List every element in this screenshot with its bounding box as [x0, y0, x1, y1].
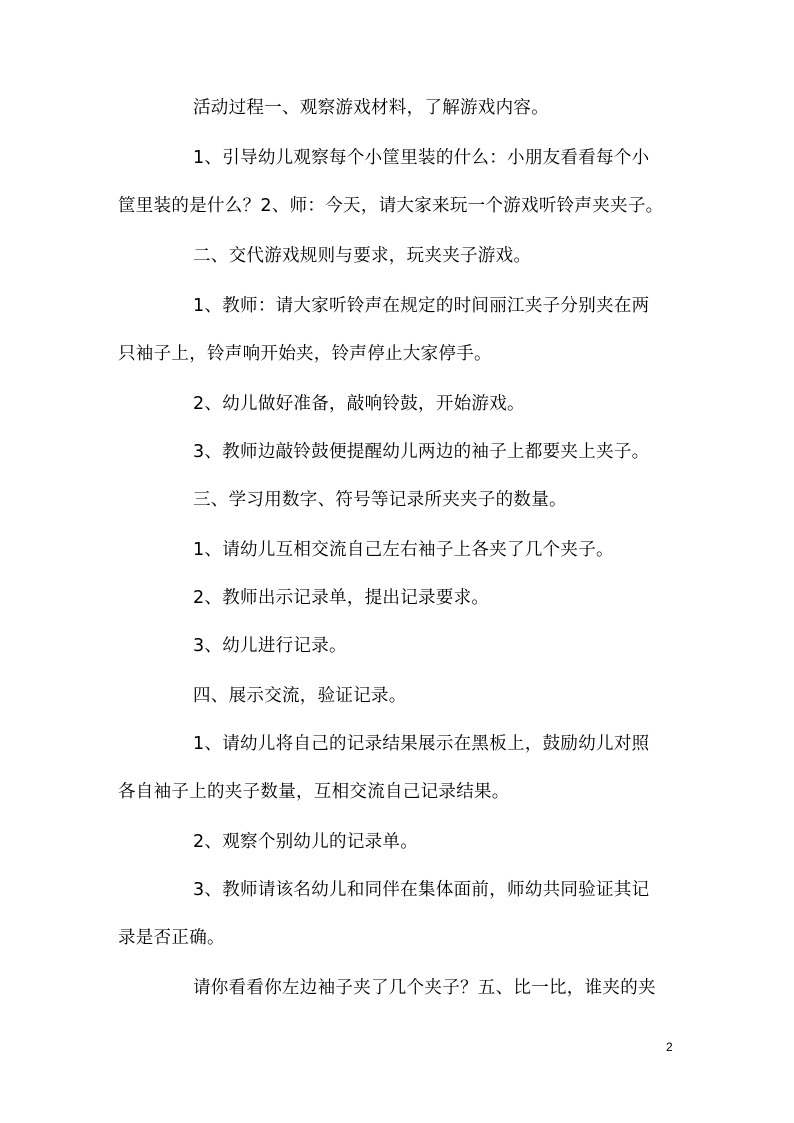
- body-text-line: 筐里装的是什么？2、师：今天，请大家来玩一个游戏听铃声夹夹子。: [118, 196, 664, 216]
- body-text-line: 请你看看你左边袖子夹了几个夹子？五、比一比，谁夹的夹: [193, 978, 656, 998]
- body-text-line: 1、教师：请大家听铃声在规定的时间丽江夹子分别夹在两: [193, 296, 650, 316]
- body-text-line: 2、幼儿做好准备，敲响铃鼓，开始游戏。: [193, 394, 525, 414]
- body-text-line: 1、请幼儿互相交流自己左右袖子上各夹了几个夹子。: [193, 540, 614, 560]
- body-text-line: 3、幼儿进行记录。: [193, 636, 347, 656]
- body-text-line: 各自袖子上的夹子数量，互相交流自己记录结果。: [118, 782, 510, 802]
- body-text-line: 2、教师出示记录单，提出记录要求。: [193, 588, 490, 608]
- body-text-line: 3、教师边敲铃鼓便提醒幼儿两边的袖子上都要夹上夹子。: [193, 442, 650, 462]
- section-heading: 二、交代游戏规则与要求，玩夹夹子游戏。: [193, 246, 532, 266]
- page-number: 2: [666, 1040, 673, 1054]
- body-text-line: 活动过程一、观察游戏材料，了解游戏内容。: [193, 98, 549, 118]
- body-text-line: 2、观察个别幼儿的记录单。: [193, 832, 419, 852]
- section-heading: 三、学习用数字、符号等记录所夹夹子的数量。: [193, 490, 567, 510]
- body-text-line: 只袖子上，铃声响开始夹，铃声停止大家停手。: [118, 344, 492, 364]
- body-text-line: 1、引导幼儿观察每个小筐里装的什么：小朋友看看每个小: [193, 148, 650, 168]
- body-text-line: 3、教师请该名幼儿和同伴在集体面前，师幼共同验证其记: [193, 880, 650, 900]
- body-text-line: 录是否正确。: [118, 928, 225, 948]
- section-heading: 四、展示交流，验证记录。: [193, 686, 407, 706]
- body-text-line: 1、请幼儿将自己的记录结果展示在黑板上，鼓励幼儿对照: [193, 734, 650, 754]
